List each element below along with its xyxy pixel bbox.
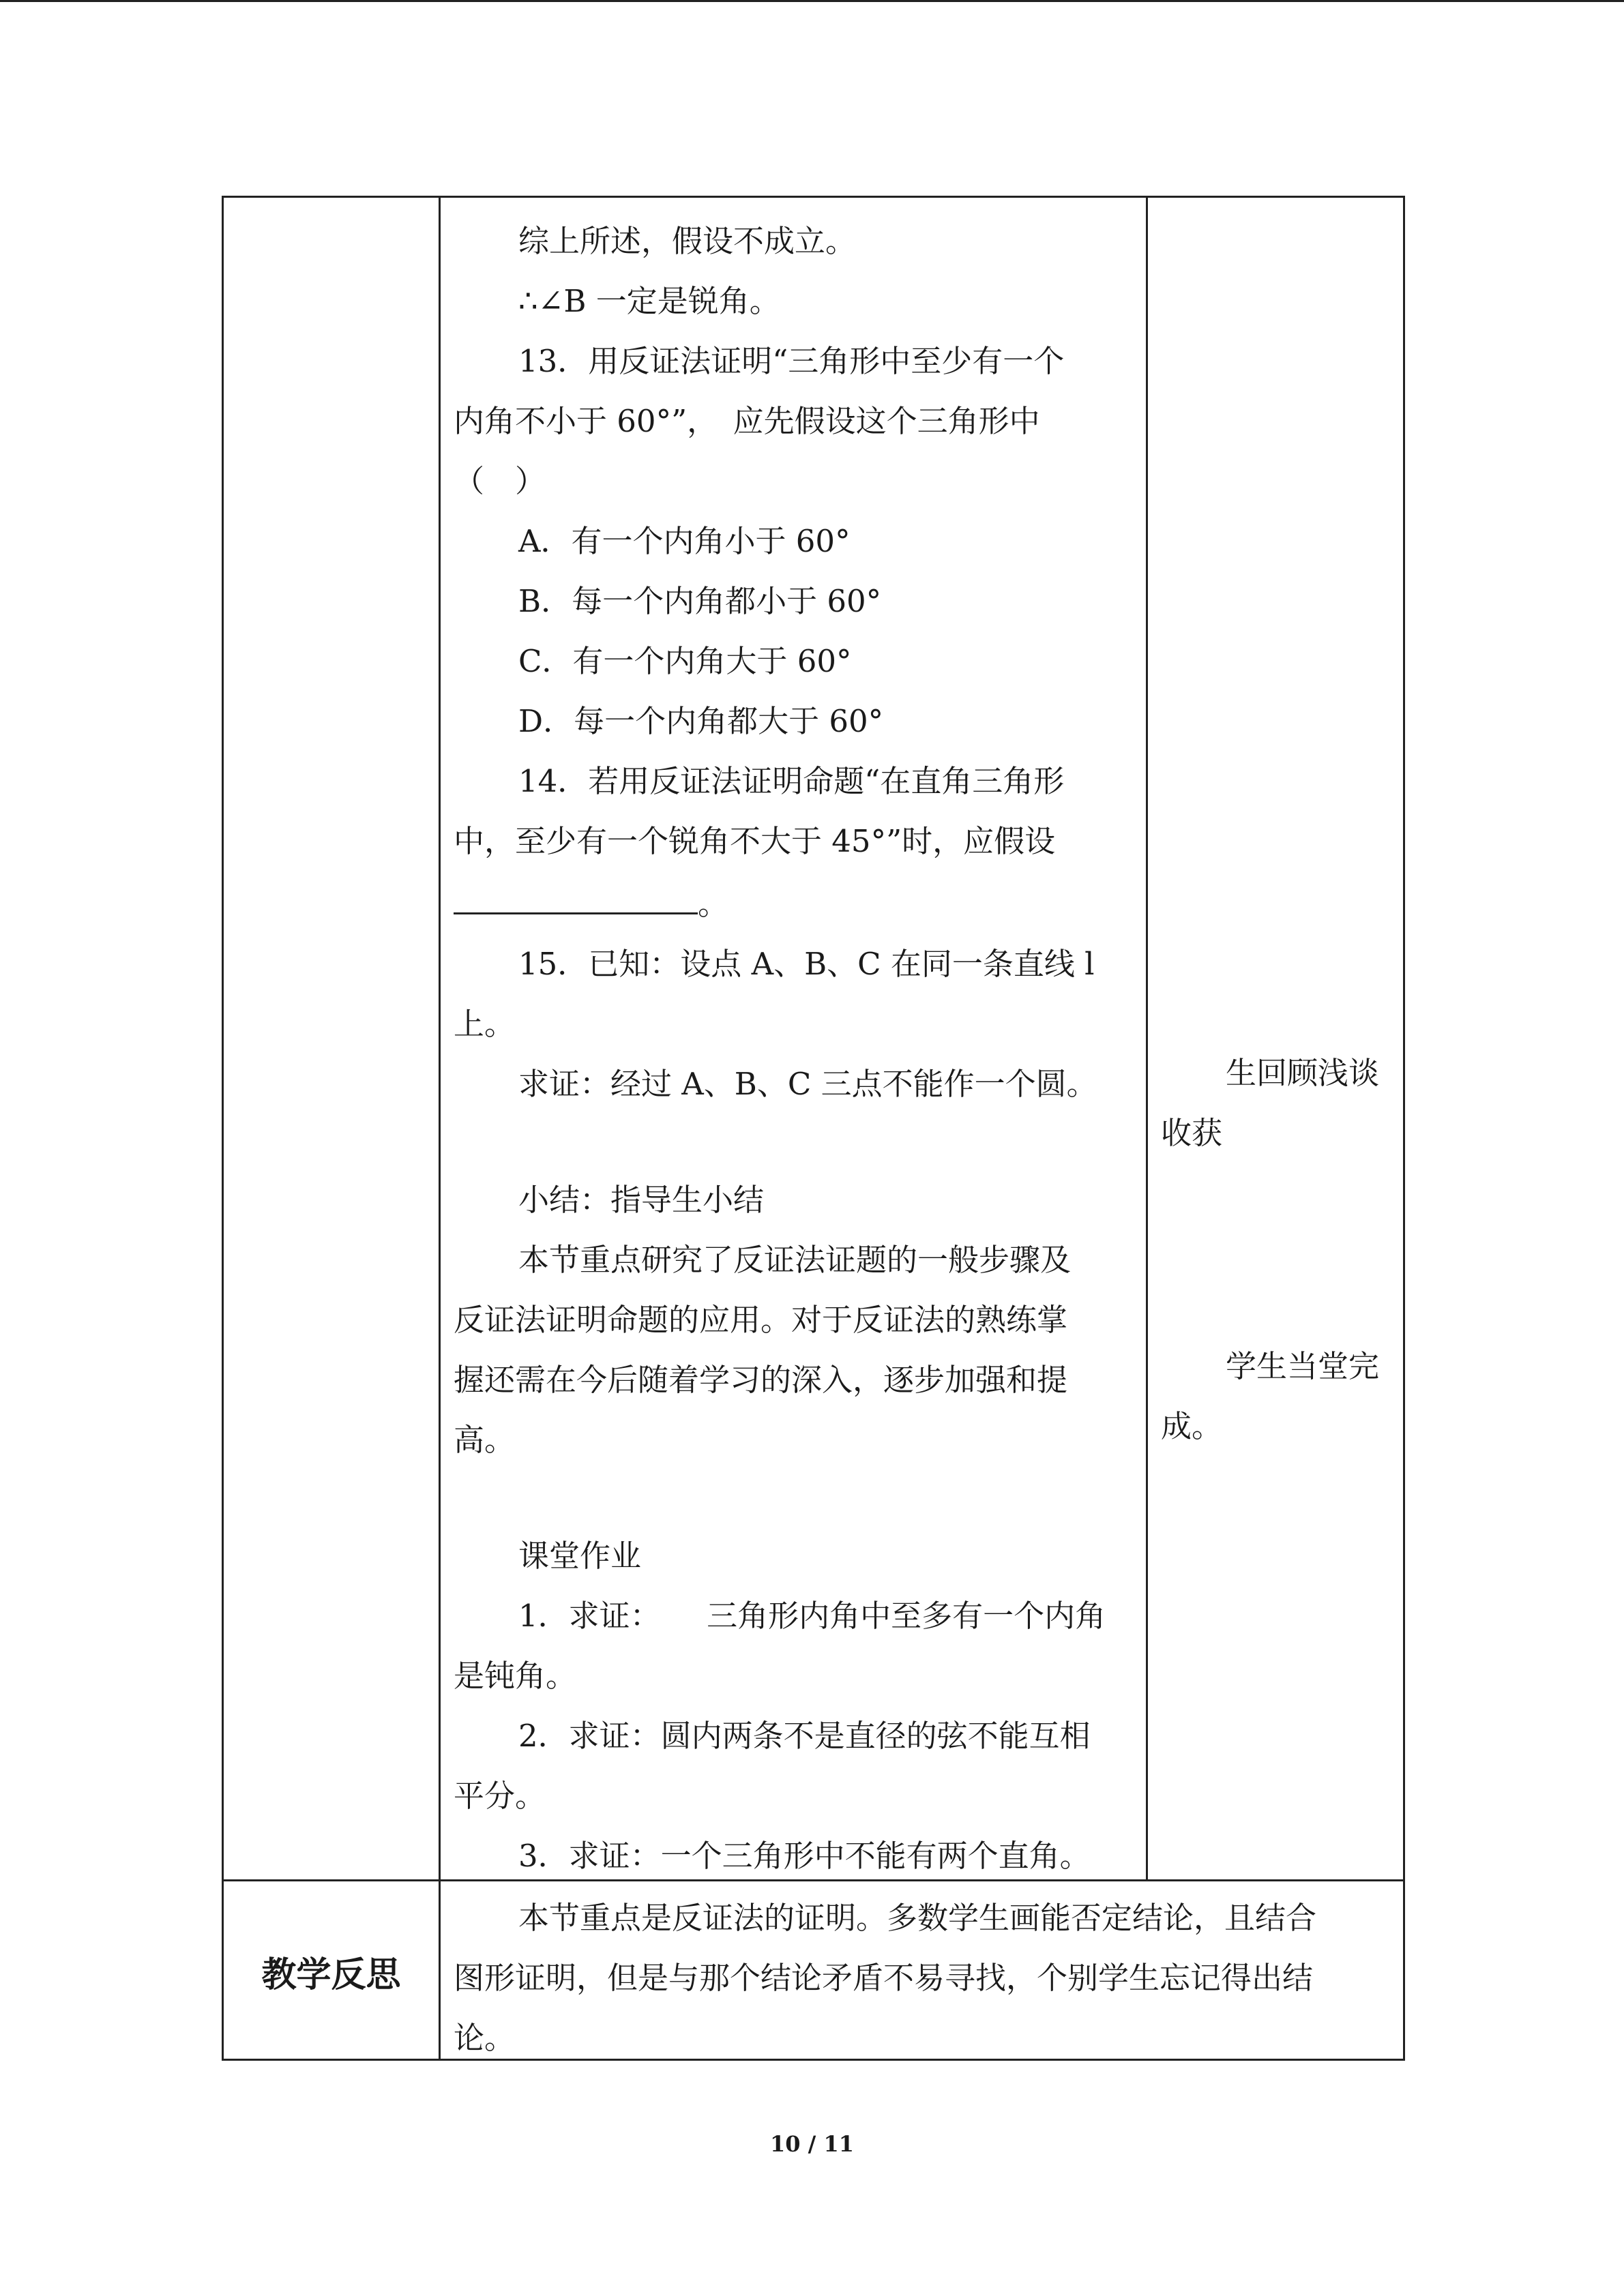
option-c: C．有一个内角大于 60° xyxy=(518,643,852,679)
option-a: A．有一个内角小于 60° xyxy=(518,523,851,559)
content-cell xyxy=(454,211,1136,1886)
answer-blank xyxy=(454,871,698,914)
question-13: 13．用反证法证明“三角形中至少有一个 xyxy=(518,343,1065,379)
column-divider xyxy=(439,198,441,2059)
homework-line: 1．求证： 三角形内角中至多有一个内角 xyxy=(518,1598,1106,1634)
activity-line: 成。 xyxy=(1161,1408,1223,1444)
summary-line: 本节重点研究了反证法证题的一般步骤及 xyxy=(518,1242,1072,1278)
question-15: 15．已知：设点 A、B、C 在同一条直线 l xyxy=(518,946,1095,982)
column-divider xyxy=(1146,198,1148,1879)
page-number: 10 / 11 xyxy=(769,2131,855,2157)
homework-line: 2．求证：圆内两条不是直径的弦不能互相 xyxy=(518,1718,1091,1754)
reflection-line: 论。 xyxy=(454,2020,516,2056)
homework-line: 3．求证：一个三角形中不能有两个直角。 xyxy=(518,1838,1091,1874)
conclusion-line: ∴∠B 一定是锐角。 xyxy=(518,283,780,319)
conclusion-line: 综上所述，假设不成立。 xyxy=(518,223,857,259)
question-15: 求证：经过 A、B、C 三点不能作一个圆。 xyxy=(518,1066,1097,1102)
summary-line: 高。 xyxy=(454,1422,516,1458)
option-b: B．每一个内角都小于 60° xyxy=(518,583,882,619)
lesson-table xyxy=(222,196,1405,2061)
summary-line: 反证法证明命题的应用。对于反证法的熟练掌 xyxy=(454,1302,1068,1338)
question-14-answer-line xyxy=(454,871,1136,934)
activity-line: 学生当堂完 xyxy=(1226,1348,1380,1384)
activity-review xyxy=(1161,1043,1393,1163)
homework-line: 是钝角。 xyxy=(454,1658,577,1694)
question-15: 上。 xyxy=(454,1006,516,1042)
homework-title: 课堂作业 xyxy=(518,1538,642,1574)
question-14: 中，至少有一个锐角不大于 45°”时，应假设 xyxy=(454,823,1056,859)
activity-practice xyxy=(1161,1337,1393,1457)
reflection-line: 图形证明，但是与那个结论矛盾不易寻找，个别学生忘记得出结 xyxy=(454,1960,1314,1996)
question-14: 14．若用反证法证明命题“在直角三角形 xyxy=(518,763,1065,799)
summary-title: 小结：指导生小结 xyxy=(518,1182,765,1218)
option-d: D．每一个内角都大于 60° xyxy=(518,703,884,739)
reflection-line: 本节重点是反证法的证明。多数学生画能否定结论，且结合 xyxy=(518,1900,1317,1936)
homework-line: 平分。 xyxy=(454,1778,546,1814)
period: 。 xyxy=(698,886,729,922)
reflection-text xyxy=(454,1888,1398,2068)
question-13: 内角不小于 60°”， 应先假设这个三角形中 xyxy=(454,403,1040,439)
top-rule xyxy=(0,0,1624,2)
reflection-label: 教学反思 xyxy=(261,1954,401,1995)
activity-line: 收获 xyxy=(1161,1115,1223,1151)
activity-line: 生回顾浅谈 xyxy=(1226,1055,1380,1091)
summary-line: 握还需在今后随着学习的深入，逐步加强和提 xyxy=(454,1362,1068,1398)
question-13-blank: （ ） xyxy=(454,463,546,499)
